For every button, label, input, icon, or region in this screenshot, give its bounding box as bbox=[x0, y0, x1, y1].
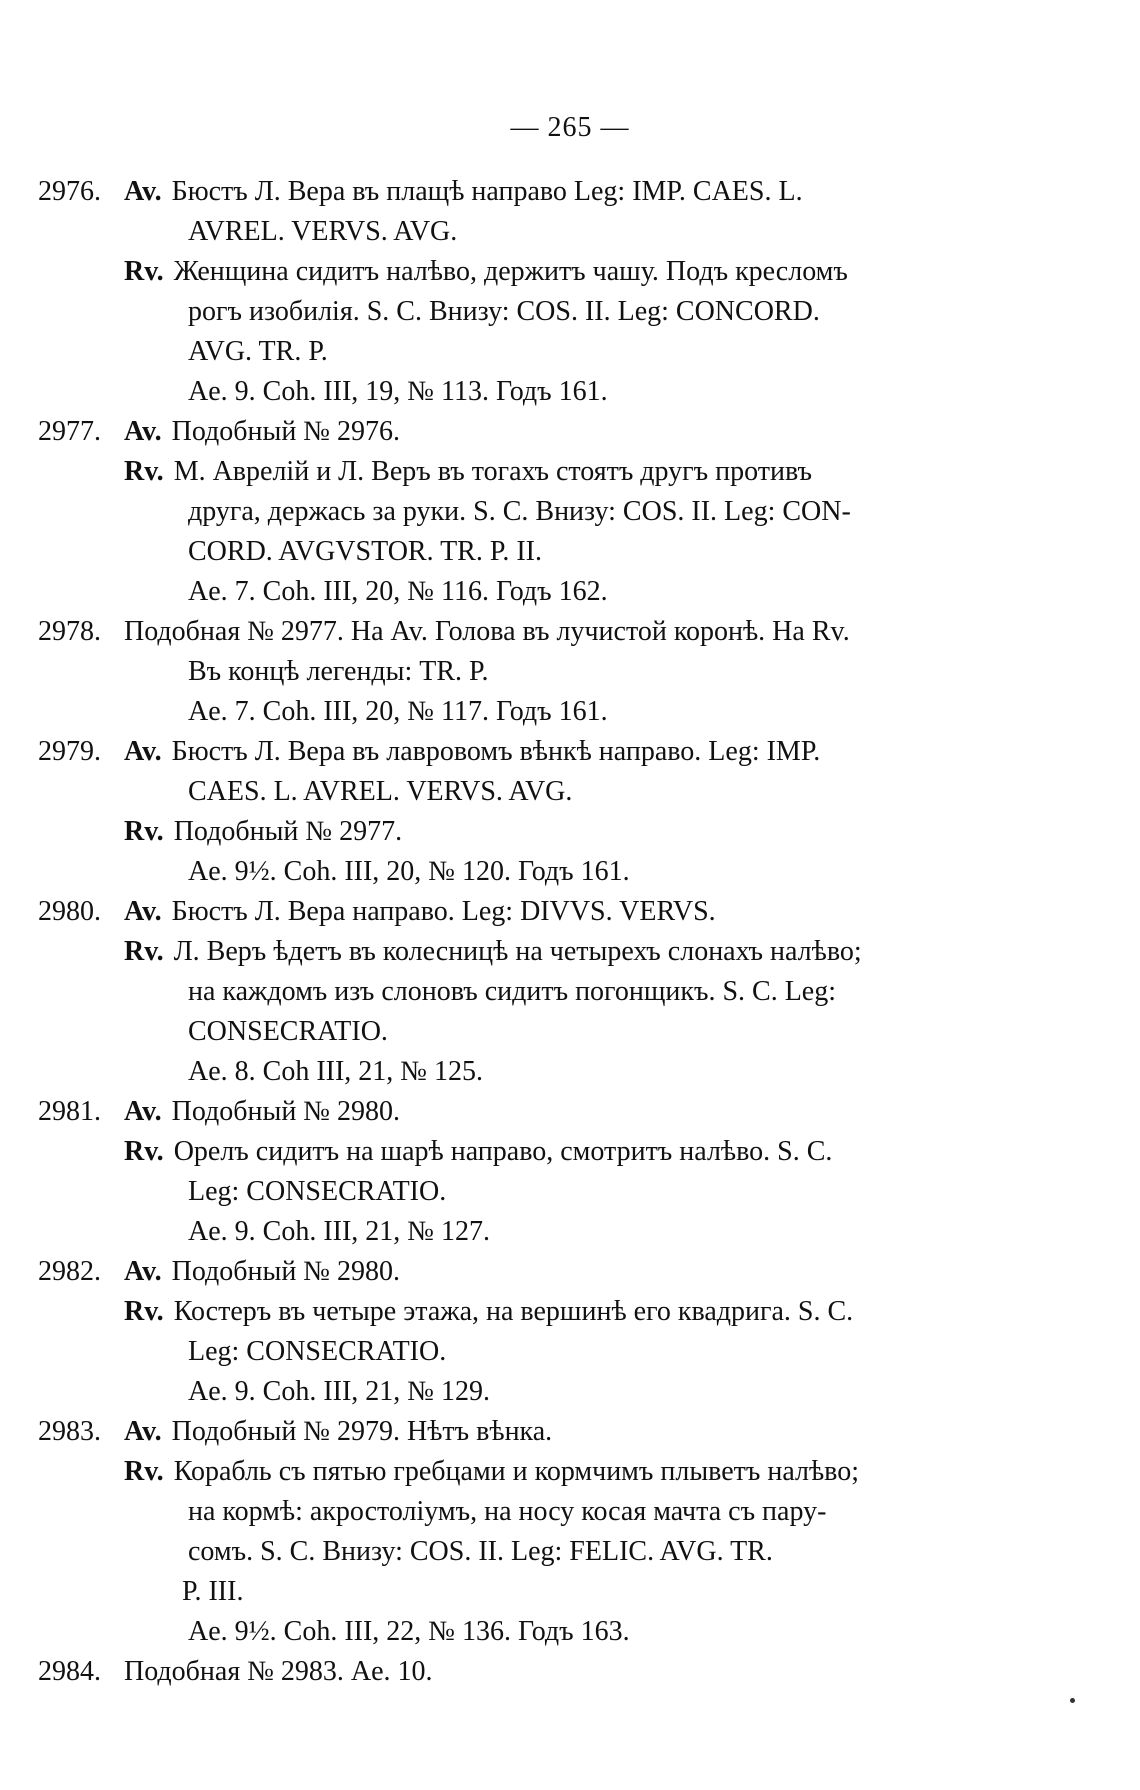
reverse-text: Костеръ въ четыре этажа, на вершинѣ его квадрига. S. C. bbox=[173, 1296, 854, 1327]
entry-line bbox=[38, 412, 978, 452]
reverse-text: Leg: CONSECRATIO. bbox=[188, 1176, 447, 1207]
entry-reference: Ae. 9. Coh. III, 21, № 127. bbox=[188, 1216, 491, 1247]
reverse-text: Орелъ сидитъ на шарѣ направо, смотритъ налѣво. S. C. bbox=[173, 1136, 833, 1167]
obverse-label: Av. bbox=[124, 1096, 162, 1127]
catalog-entry bbox=[38, 412, 978, 612]
entry-line bbox=[38, 652, 978, 692]
obverse-text: Подобный № 2980. bbox=[171, 1256, 401, 1287]
entry-line bbox=[38, 452, 978, 492]
obverse-text: Бюстъ Л. Вера въ плащѣ направо Leg: IMP. CAES. L. bbox=[171, 176, 803, 207]
entry-number: 2980. bbox=[38, 896, 101, 927]
entry-reference: Ae. 9½. Coh. III, 20, № 120. Годъ 161. bbox=[188, 856, 630, 887]
catalog-entry bbox=[38, 1252, 978, 1412]
entry-line bbox=[38, 532, 978, 572]
entry-reference: Ae. 9. Coh. III, 21, № 129. bbox=[188, 1376, 491, 1407]
reverse-text: Л. Веръ ѣдетъ въ колесницѣ на четырехъ слонахъ налѣво; bbox=[173, 936, 862, 967]
entry-line bbox=[38, 1532, 978, 1572]
entry-number: 2984. bbox=[38, 1656, 101, 1687]
entry-number: 2981. bbox=[38, 1096, 101, 1127]
obverse-text: Бюстъ Л. Вера направо. Leg: DIVVS. VERVS. bbox=[171, 896, 716, 927]
obverse-text: Бюстъ Л. Вера въ лавровомъ вѣнкѣ направо. Leg: IMP. bbox=[171, 736, 821, 767]
entry-text: Подобная № 2977. На Av. Голова въ лучистой коронѣ. На Rv. bbox=[124, 616, 850, 647]
entry-line bbox=[38, 892, 978, 932]
reverse-text: Женщина сидитъ налѣво, держитъ чашу. Подъ кресломъ bbox=[173, 256, 848, 287]
obverse-text: Подобный № 2979. Нѣтъ вѣнка. bbox=[171, 1416, 553, 1447]
entry-line bbox=[38, 172, 978, 212]
reverse-text: на кормѣ: акростоліумъ, на носу косая мачта съ пару- bbox=[188, 1496, 827, 1527]
entry-line bbox=[38, 1012, 978, 1052]
entry-line bbox=[38, 812, 978, 852]
entry-line bbox=[38, 772, 978, 812]
entry-line bbox=[38, 972, 978, 1012]
obverse-label: Av. bbox=[124, 1416, 162, 1447]
entry-line bbox=[38, 252, 978, 292]
catalog-entry bbox=[38, 172, 978, 412]
entry-number: 2979. bbox=[38, 736, 101, 767]
reverse-text: друга, держась за руки. S. C. Внизу: COS. II. Leg: CON- bbox=[188, 496, 851, 527]
entry-line bbox=[38, 1652, 978, 1692]
entry-line bbox=[38, 1492, 978, 1532]
reverse-text: на каждомъ изъ слоновъ сидитъ погонщикъ. S. C. Leg: bbox=[188, 976, 837, 1007]
print-speck bbox=[1070, 1698, 1075, 1703]
reverse-text: рогъ изобилія. S. C. Внизу: COS. II. Leg: CONCORD. bbox=[188, 296, 820, 327]
reverse-label: Rv. bbox=[124, 1136, 164, 1167]
reverse-text: AVG. TR. P. bbox=[188, 336, 328, 367]
obverse-text: AVREL. VERVS. AVG. bbox=[188, 216, 458, 247]
reverse-label: Rv. bbox=[124, 816, 164, 847]
entry-reference: Ae. 9½. Coh. III, 22, № 136. Годъ 163. bbox=[188, 1616, 630, 1647]
catalog-entry bbox=[38, 1652, 978, 1692]
catalog-entry bbox=[38, 732, 978, 892]
reverse-text: P. III. bbox=[182, 1576, 244, 1607]
reverse-text: Leg: CONSECRATIO. bbox=[188, 1336, 447, 1367]
obverse-text: CAES. L. AVREL. VERVS. AVG. bbox=[188, 776, 573, 807]
reverse-label: Rv. bbox=[124, 256, 164, 287]
entry-line bbox=[38, 292, 978, 332]
entry-number: 2976. bbox=[38, 176, 101, 207]
reverse-label: Rv. bbox=[124, 1456, 164, 1487]
entry-reference: Ae. 8. Coh III, 21, № 125. bbox=[188, 1056, 484, 1087]
reverse-text: М. Аврелій и Л. Веръ въ тогахъ стоятъ другъ противъ bbox=[173, 456, 812, 487]
entry-line bbox=[38, 1292, 978, 1332]
entry-line bbox=[38, 1172, 978, 1212]
obverse-label: Av. bbox=[124, 736, 162, 767]
entry-line bbox=[38, 1572, 978, 1612]
obverse-label: Av. bbox=[124, 176, 162, 207]
entry-number: 2983. bbox=[38, 1416, 101, 1447]
entry-line bbox=[38, 1092, 978, 1132]
reverse-label: Rv. bbox=[124, 1296, 164, 1327]
entry-reference: Ae. 7. Coh. III, 20, № 117. Годъ 161. bbox=[188, 696, 608, 727]
page-number: — 265 — bbox=[510, 112, 630, 143]
catalog-entries bbox=[38, 172, 978, 1692]
obverse-text: Подобный № 2980. bbox=[171, 1096, 401, 1127]
entry-number: 2978. bbox=[38, 616, 101, 647]
entry-reference: Ae. 7. Coh. III, 20, № 116. Годъ 162. bbox=[188, 576, 608, 607]
entry-line bbox=[38, 212, 978, 252]
entry-text: Подобная № 2983. Ae. 10. bbox=[124, 1656, 433, 1687]
reverse-text: CONSECRATIO. bbox=[188, 1016, 388, 1047]
reverse-label: Rv. bbox=[124, 936, 164, 967]
reverse-label: Rv. bbox=[124, 456, 164, 487]
reverse-text: Корабль съ пятью гребцами и кормчимъ плыветъ налѣво; bbox=[173, 1456, 859, 1487]
entry-line bbox=[38, 932, 978, 972]
entry-line bbox=[38, 1412, 978, 1452]
entry-line bbox=[38, 612, 978, 652]
reverse-text: CORD. AVGVSTOR. TR. P. II. bbox=[188, 536, 542, 567]
entry-text: Въ концѣ легенды: TR. P. bbox=[188, 656, 489, 687]
obverse-text: Подобный № 2976. bbox=[171, 416, 401, 447]
obverse-label: Av. bbox=[124, 416, 162, 447]
entry-number: 2982. bbox=[38, 1256, 101, 1287]
entry-line bbox=[38, 492, 978, 532]
obverse-label: Av. bbox=[124, 896, 162, 927]
entry-reference: Ae. 9. Coh. III, 19, № 113. Годъ 161. bbox=[188, 376, 608, 407]
reverse-text: Подобный № 2977. bbox=[173, 816, 403, 847]
catalog-entry bbox=[38, 1412, 978, 1652]
entry-line bbox=[38, 1332, 978, 1372]
reverse-text: сомъ. S. C. Внизу: COS. II. Leg: FELIC. AVG. TR. bbox=[188, 1536, 773, 1567]
entry-line bbox=[38, 332, 978, 372]
entry-line bbox=[38, 1452, 978, 1492]
entry-line bbox=[38, 732, 978, 772]
entry-number: 2977. bbox=[38, 416, 101, 447]
catalog-entry bbox=[38, 1092, 978, 1252]
entry-line bbox=[38, 1132, 978, 1172]
entry-line bbox=[38, 1252, 978, 1292]
catalog-entry bbox=[38, 612, 978, 732]
obverse-label: Av. bbox=[124, 1256, 162, 1287]
catalog-entry bbox=[38, 892, 978, 1092]
